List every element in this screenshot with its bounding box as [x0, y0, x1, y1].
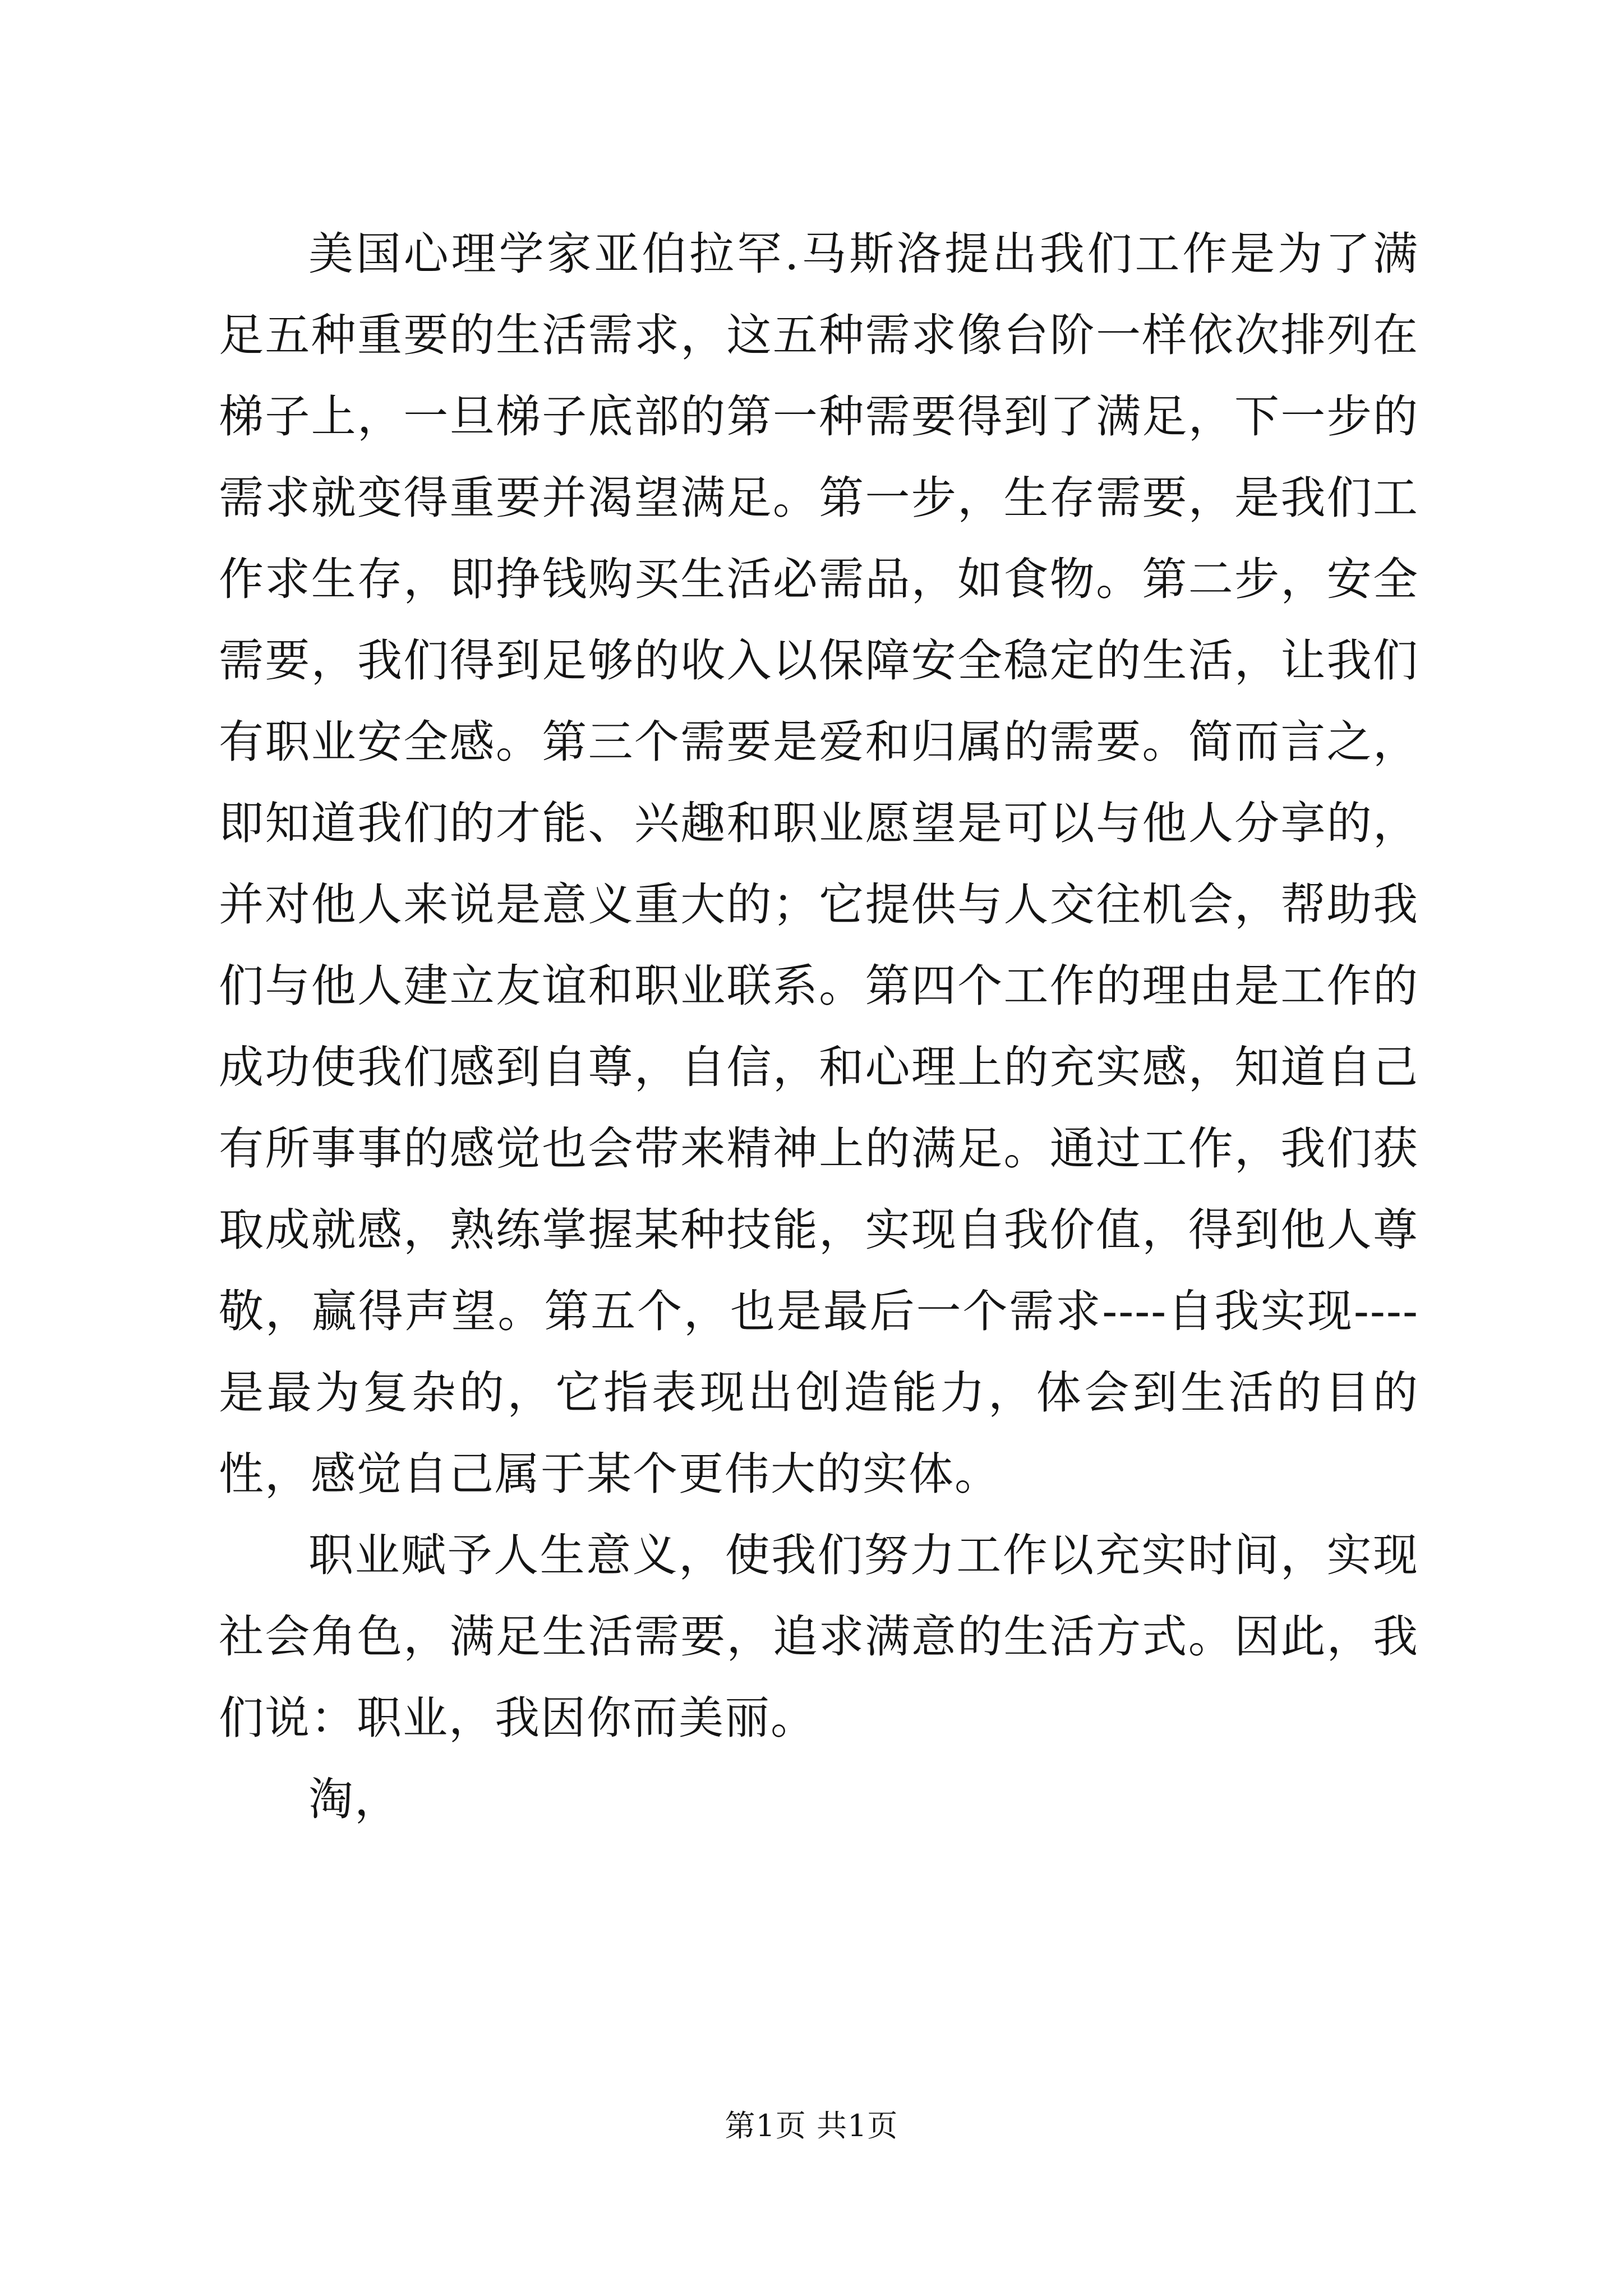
paragraph-maslow-needs: 美国心理学家亚伯拉罕.马斯洛提出我们工作是为了满足五种重要的生活需求，这五种需求像台阶一样依次排列在梯子上，一旦梯子底部的第一种需要得到了满足，下一步的需求就变得重要并渴望满足。第一步，生存需要，是我们工作求生存，即挣钱购买生活必需品，如食物。第二步，安全需要，我们得到足够的收入以保障安全稳定的生活，让我们有职业安全感。第三个需要是爱和归属的需要。简而言之，即知道我们的才能、兴趣和职业愿望是可以与他人分享的，并对他人来说是意义重大的；它提供与人交往机会，帮助我们与他人建立友谊和职业联系。第四个工作的理由是工作的成功使我们感到自尊，自信，和心理上的充实感，知道自己有所事事的感觉也会带来精神上的满足。通过工作，我们获取成就感，熟练掌握某种技能，实现自我价值，得到他人尊敬，赢得声望。第五个，也是最后一个需求----自我实现----是最为复杂的，它指表现出创造能力，体会到生活的目的性，感觉自己属于某个更伟大的实体。	[219, 228, 1419, 1500]
paragraph-career-meaning: 职业赋予人生意义，使我们努力工作以充实时间，实现社会角色，满足生活需要，追求满意的生活方式。因此，我们说：职业，我因你而美丽。	[219, 1529, 1419, 1744]
page-footer: 第1页 共1页	[725, 2108, 898, 2143]
paragraph-closing: 淘，	[308, 1773, 400, 1825]
document-body	[219, 213, 1419, 1840]
